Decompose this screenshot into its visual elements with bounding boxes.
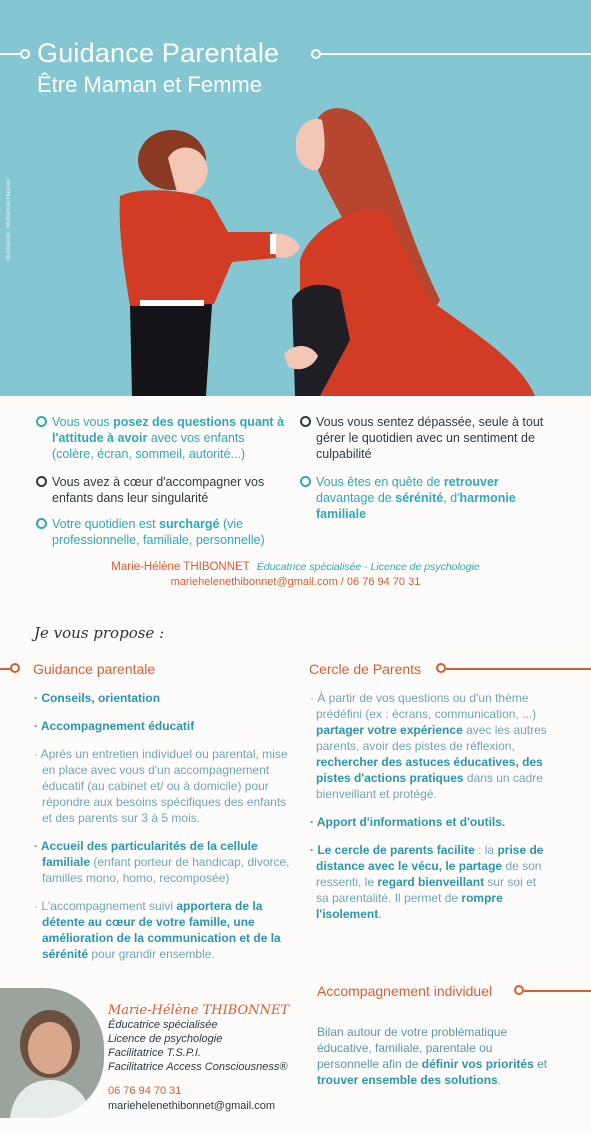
- signature-name: Marie-Hélène THIBONNET: [108, 1003, 290, 1018]
- title-decoration-line: [321, 53, 591, 55]
- list-item: · À partir de vos questions ou d'un thème prédéfini (ex : écrans, communication, ...) partager votre expérience avec les autres parents, avoir des pistes de réflexion, rechercher des astuces éducatives, des pistes d'actions pratiques dans un cadre bienveillant et protégé.: [310, 691, 547, 801]
- signature-role: Facilitatrice Access Consciousness®: [108, 1061, 288, 1073]
- author-role: Éducatrice spécialisée - Licence de psychologie: [256, 561, 480, 573]
- signature-phone[interactable]: 06 76 94 70 31: [108, 1085, 182, 1097]
- intro-bullet: Vous êtes en quête de retrouver davantage de sérénité, d'harmonie familiale: [300, 474, 555, 522]
- page-subtitle: Être Maman et Femme: [37, 72, 262, 97]
- signature-email[interactable]: mariehelenethibonnet@gmail.com: [108, 1100, 276, 1112]
- section-intro: Je vous propose :: [34, 624, 165, 642]
- section-dot: [436, 663, 446, 673]
- section-dot: [514, 985, 524, 995]
- list-item: · Conseils, orientation: [34, 691, 161, 705]
- hero-banner: [0, 0, 591, 396]
- circle-bullet-icon: [300, 416, 311, 427]
- title-decoration-dot: [20, 49, 30, 59]
- author-phone[interactable]: 06 76 94 70 31: [346, 576, 421, 588]
- list-item: · Apport d'informations et d'outils.: [310, 815, 506, 829]
- section-dot: [10, 663, 20, 673]
- signature-role: Éducatrice spécialisée: [108, 1019, 218, 1031]
- author-name: Marie-Hélène THIBONNET: [111, 561, 250, 573]
- circle-bullet-icon: [36, 476, 47, 487]
- section-line: [446, 668, 591, 670]
- section-line: [524, 990, 591, 992]
- list-item: · Accueil des particularités de la cellule familiale (enfant porteur de handicap, divorce, familles mono, homo, recomposée): [34, 839, 290, 885]
- title-decoration-dot: [311, 49, 321, 59]
- page-title: Guidance Parentale: [37, 38, 280, 68]
- section-title-cercle: Cercle de Parents: [309, 661, 422, 677]
- list-item: · Le cercle de parents facilite : la prise de distance avec le vécu, le partage de son ressenti, le regard bienveillant sur soi et sa parentalité. Il permet de rompre l'isolement.: [310, 843, 544, 921]
- section-title-individuel: Accompagnement individuel: [317, 983, 493, 999]
- author-credentials: [0, 561, 591, 573]
- circle-bullet-icon: [36, 416, 47, 427]
- cercle-content: [310, 690, 550, 934]
- intro-bullet: Vous avez à cœur d'accompagner vos enfants dans leur singularité: [36, 474, 286, 506]
- portrait-icon: [0, 988, 104, 1118]
- intro-bullet: Vous vous sentez dépassée, seule à tout gérer le quotidien avec un sentiment de culpabilité: [300, 414, 555, 462]
- intro-bullet: Votre quotidien est surchargé (vie professionnelle, familiale, personnelle): [36, 516, 298, 548]
- individuel-content: [317, 1024, 552, 1100]
- list-item: · Accompagnement éducatif: [34, 719, 195, 733]
- illustrator-credit: Illustration : Mohamed Hassan: [6, 178, 12, 260]
- section-title-guidance: Guidance parentale: [33, 661, 156, 677]
- author-contact: mariehelenethibonnet@gmail.com / 06 76 94 70 31: [170, 576, 421, 588]
- list-item: · L'accompagnement suivi apportera de la détente au cœur de votre famille, une amélioration de la communication et de la sérénité pour grandir ensemble.: [34, 899, 281, 961]
- signature-role: Licence de psychologie: [108, 1033, 223, 1045]
- list-item: Bilan autour de votre problématique éducative, familiale, parentale ou personnelle afin de définir vos priorités et trouver ensemble des solutions.: [317, 1025, 548, 1087]
- author-photo: [0, 988, 104, 1118]
- circle-bullet-icon: [300, 476, 311, 487]
- circle-bullet-icon: [36, 518, 47, 529]
- guidance-content: [34, 690, 296, 974]
- list-item: · Après un entretien individuel ou parental, mise en place avec vous d'un accompagnement éducatif (au cabinet et/ ou à domicile) pour répondre aux besoins spécifiques des enfants et des parents sur 3 à 5 mois.: [34, 747, 288, 825]
- signature-role: Facilitatrice T.S.P.I.: [108, 1047, 201, 1059]
- author-email[interactable]: mariehelenethibonnet@gmail.com: [170, 576, 338, 588]
- intro-bullet: Vous vous posez des questions quant à l'attitude à avoir avec vos enfants (colère, écran, sommeil, autorité...): [36, 414, 286, 462]
